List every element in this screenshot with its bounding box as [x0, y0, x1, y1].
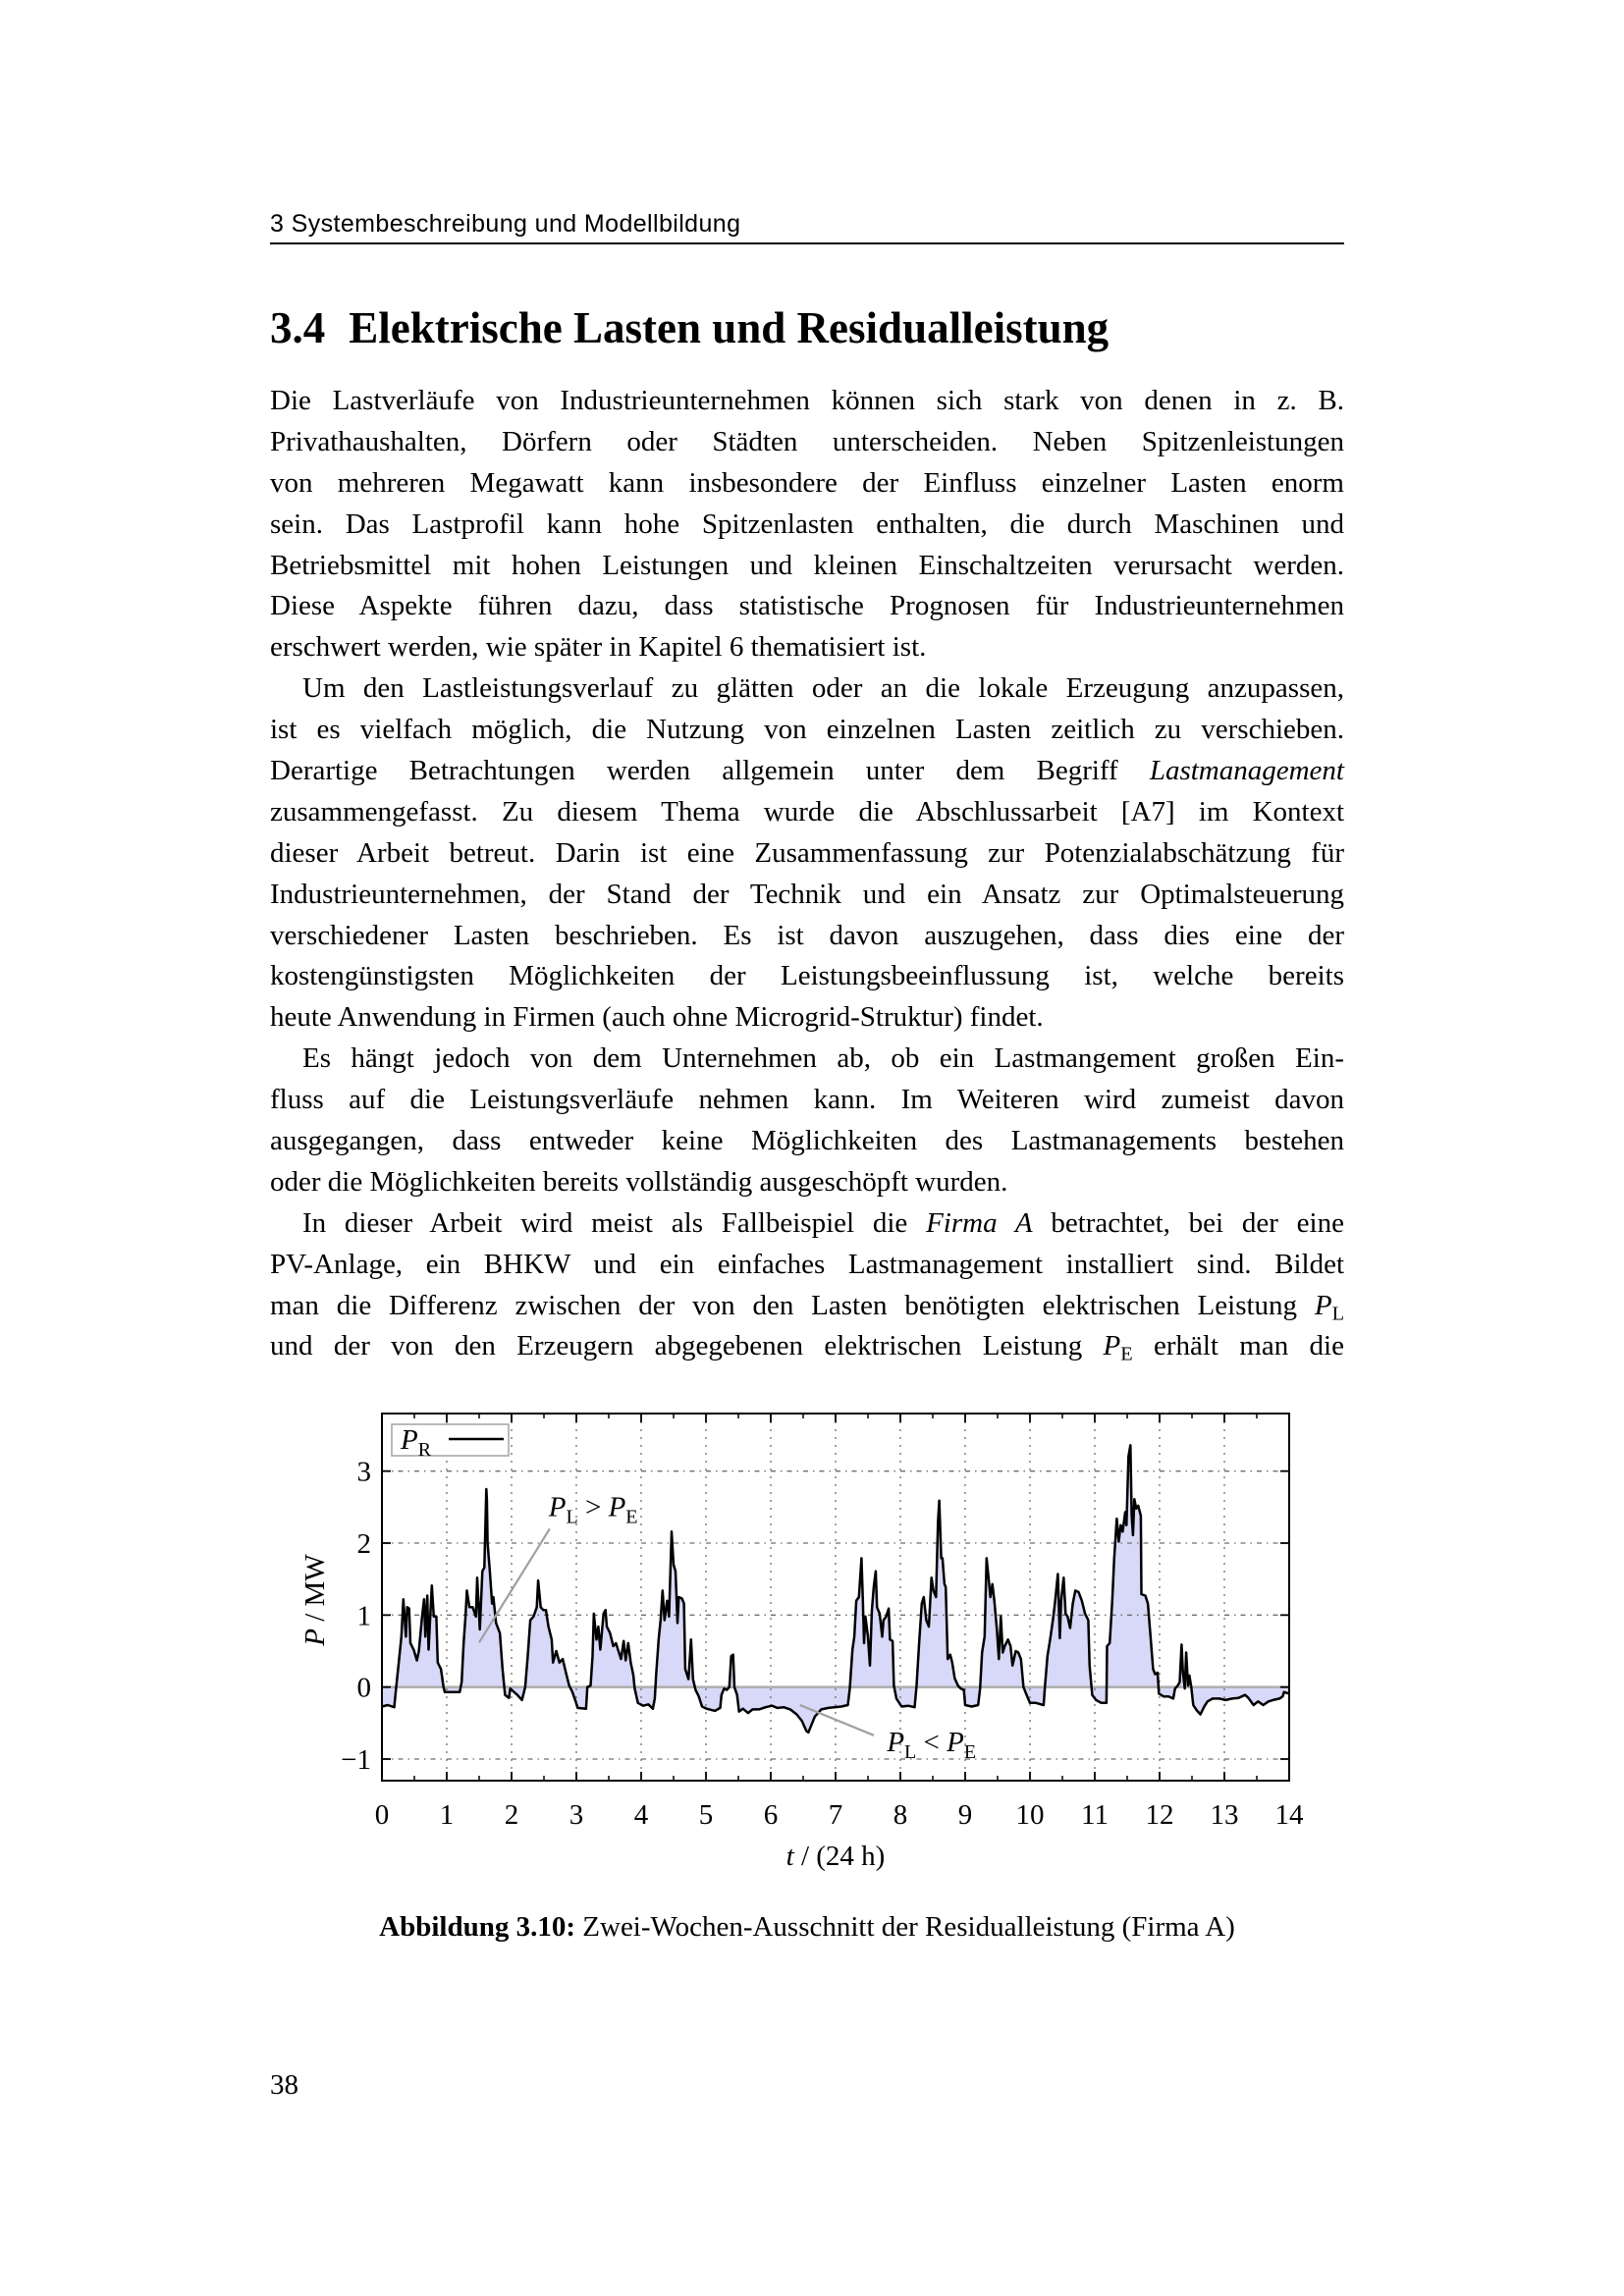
figure-caption-text: Zwei-Wochen-Ausschnitt der Residualleistung (Firma A): [582, 1911, 1235, 1943]
text-line: [270, 1203, 1344, 1245]
text-run: Es hängt jedoch von dem Unternehmen ab, ob ein Lastmangement großen Ein-: [302, 1042, 1344, 1075]
x-axis-symbol: t: [785, 1841, 794, 1872]
paragraph: [270, 381, 1344, 668]
text-line: [270, 792, 1344, 833]
paragraph: [270, 1039, 1344, 1203]
x-tick-label: 9: [957, 1799, 973, 1831]
text-line: [270, 1080, 1344, 1121]
x-tick-label: 5: [698, 1799, 714, 1831]
text-run: oder die Möglichkeiten bereits vollständig ausgeschöpft wurden.: [270, 1165, 1008, 1198]
legend: [392, 1424, 509, 1461]
figure-caption: [270, 1907, 1344, 1947]
math-variable: P: [548, 1491, 567, 1523]
text-line: [270, 1039, 1344, 1080]
text-line: [270, 956, 1344, 997]
math-variable: P: [1314, 1289, 1332, 1321]
x-axis-label: [786, 1841, 886, 1872]
math-symbol: [1103, 1330, 1133, 1366]
x-tick-label: 7: [828, 1799, 843, 1831]
math-symbol: [1314, 1289, 1344, 1325]
text-run: kostengünstigsten Möglichkeiten der Leistungsbeeinflussung ist, welche bereits: [270, 960, 1344, 992]
x-tick-label: 14: [1274, 1799, 1304, 1831]
text-run: ist es vielfach möglich, die Nutzung von einzelnen Lasten zeitlich zu verschieben.: [270, 714, 1344, 746]
text-run: betrachtet, bei der eine: [1032, 1206, 1344, 1239]
text-run: und der von den Erzeugern abgegebenen elektrischen Leistung: [270, 1330, 1104, 1362]
relation-symbol: >: [577, 1491, 609, 1523]
text-run: sein. Das Lastprofil kann hohe Spitzenlasten enthalten, die durch Maschinen und: [270, 507, 1344, 540]
text-line: [270, 546, 1344, 587]
text-line: [270, 1245, 1344, 1286]
text-run: PV-Anlage, ein BHKW und ein einfaches Lastmanagement installiert sind. Bildet: [270, 1248, 1344, 1280]
text-run: Privathaushalten, Dörfern oder Städten unterscheiden. Neben Spitzenleistungen: [270, 425, 1344, 457]
annotation-label: [548, 1491, 638, 1527]
section-title: Elektrische Lasten und Residualleistung: [349, 303, 1110, 352]
text-line: [270, 1326, 1344, 1367]
text-run: verschiedener Lasten beschrieben. Es ist davon auszugehen, dass dies eine der: [270, 919, 1344, 951]
text-line: [270, 833, 1344, 875]
text-line: [270, 586, 1344, 627]
math-variable: P: [887, 1727, 905, 1759]
text-run: erhält man die: [1132, 1330, 1344, 1362]
math-subscript: L: [904, 1741, 917, 1764]
x-tick-label: 3: [568, 1799, 584, 1831]
y-tick-label: 0: [356, 1672, 371, 1704]
math-subscript: E: [1120, 1344, 1133, 1366]
running-header: 3 Systembeschreibung und Modellbildung: [270, 210, 741, 238]
text-run: Betriebsmittel mit hohen Leistungen und kleinen Einschaltzeiten verursacht werden.: [270, 549, 1344, 581]
annotation-layer: [479, 1491, 976, 1763]
x-tick-label: 10: [1015, 1799, 1045, 1831]
math-subscript: E: [963, 1741, 977, 1764]
math-variable: P: [401, 1424, 418, 1456]
math-subscript: E: [625, 1506, 638, 1528]
text-run: thematisiert ist.: [743, 631, 927, 664]
text-line: [270, 668, 1344, 710]
x-tick-label: 1: [439, 1799, 455, 1831]
math-variable: P: [608, 1491, 626, 1523]
text-run: fluss auf die Leistungsverläufe nehmen kann. Im Weiteren wird zumeist davon: [270, 1084, 1344, 1116]
text-run: zusammengefasst. Zu diesem Thema wurde die Abschlussarbeit: [270, 795, 1121, 828]
text-line: [270, 710, 1344, 751]
text-run: man die Differenz zwischen der von den Lasten benötigten elektrischen Leistung: [270, 1289, 1315, 1321]
y-tick-label: 1: [356, 1600, 371, 1632]
text-run: im Kontext: [1174, 795, 1345, 828]
text-line: [270, 422, 1344, 463]
text-run: Diese Aspekte führen dazu, dass statistische Prognosen für Industrieunternehmen: [270, 590, 1344, 622]
emphasized-text: Lastmanagement: [1149, 755, 1344, 787]
x-tick-label: 12: [1145, 1799, 1174, 1831]
text-run: Die Lastverläufe von Industrieunternehmen können sich stark von denen in z. B.: [270, 385, 1344, 416]
text-run: von mehreren Megawatt kann insbesondere der Einfluss einzelner Lasten enorm: [270, 466, 1344, 499]
grid-layer: [382, 1414, 1289, 1781]
page-number: 38: [270, 2069, 298, 2101]
y-tick-label: −1: [341, 1744, 371, 1776]
section-heading: [270, 299, 1109, 356]
x-tick-label: 4: [633, 1799, 649, 1831]
text-run: Derartige Betrachtungen werden allgemein unter dem Begriff: [270, 755, 1150, 787]
text-line: [270, 463, 1344, 505]
text-line: [270, 627, 1344, 668]
math-variable: P: [947, 1727, 964, 1759]
paragraph: [270, 668, 1344, 1039]
math-subscript: L: [1331, 1303, 1344, 1325]
y-axis-label: [299, 1554, 331, 1647]
text-run: Um den Lastleistungsverlauf zu glätten oder an die lokale Erzeugung anzupassen,: [302, 672, 1344, 705]
x-tick-label: 8: [893, 1799, 908, 1831]
cross-reference-link[interactable]: 6: [729, 631, 744, 664]
y-tick-label: 3: [356, 1456, 371, 1488]
residual-power-chart: [275, 1394, 1335, 1885]
text-run: In dieser Arbeit wird meist als Fallbeispiel die: [302, 1206, 927, 1239]
header-rule: [270, 242, 1344, 244]
figure-label: Abbildung 3.10:: [379, 1911, 576, 1943]
emphasized-text: Firma A: [926, 1206, 1033, 1239]
annotation-label: [886, 1727, 976, 1763]
x-tick-label: 11: [1081, 1799, 1109, 1831]
text-line: [270, 875, 1344, 916]
x-axis-unit: / (24 h): [793, 1841, 886, 1872]
relation-symbol: <: [916, 1727, 947, 1759]
text-line: [270, 381, 1344, 422]
math-subscript: R: [417, 1439, 432, 1461]
math-variable: P: [1103, 1330, 1121, 1362]
x-tick-label: 6: [763, 1799, 779, 1831]
x-tick-label: 0: [374, 1799, 390, 1831]
y-tick-label: 2: [356, 1528, 371, 1560]
text-run: Industrieunternehmen, der Stand der Technik und ein Ansatz zur Optimalsteuerung: [270, 878, 1344, 910]
paragraph: [270, 1203, 1344, 1368]
body-text: [270, 381, 1344, 1367]
text-line: [270, 1162, 1344, 1203]
x-tick-label: 13: [1210, 1799, 1239, 1831]
text-run: dieser Arbeit betreut. Darin ist eine Zusammenfassung zur Potenzialabschätzung für: [270, 836, 1344, 869]
text-line: [270, 997, 1344, 1039]
text-line: [270, 505, 1344, 546]
text-line: [270, 1286, 1344, 1327]
text-line: [270, 1121, 1344, 1162]
text-run: heute Anwendung in Firmen (auch ohne Microgrid-Struktur) findet.: [270, 1001, 1044, 1034]
text-run: erschwert werden, wie später in Kapitel: [270, 631, 730, 664]
citation-link[interactable]: [A7]: [1120, 795, 1175, 828]
text-line: [270, 916, 1344, 957]
text-run: ausgegangen, dass entweder keine Möglichkeiten des Lastmanagements bestehen: [270, 1125, 1344, 1157]
y-axis-symbol: P: [299, 1629, 331, 1646]
math-subscript: L: [566, 1506, 578, 1528]
x-tick-label: 2: [504, 1799, 519, 1831]
section-number: 3.4: [270, 303, 326, 352]
text-line: [270, 751, 1344, 792]
y-axis-unit: / MW: [299, 1554, 331, 1629]
axes-layer: [299, 1414, 1304, 1872]
